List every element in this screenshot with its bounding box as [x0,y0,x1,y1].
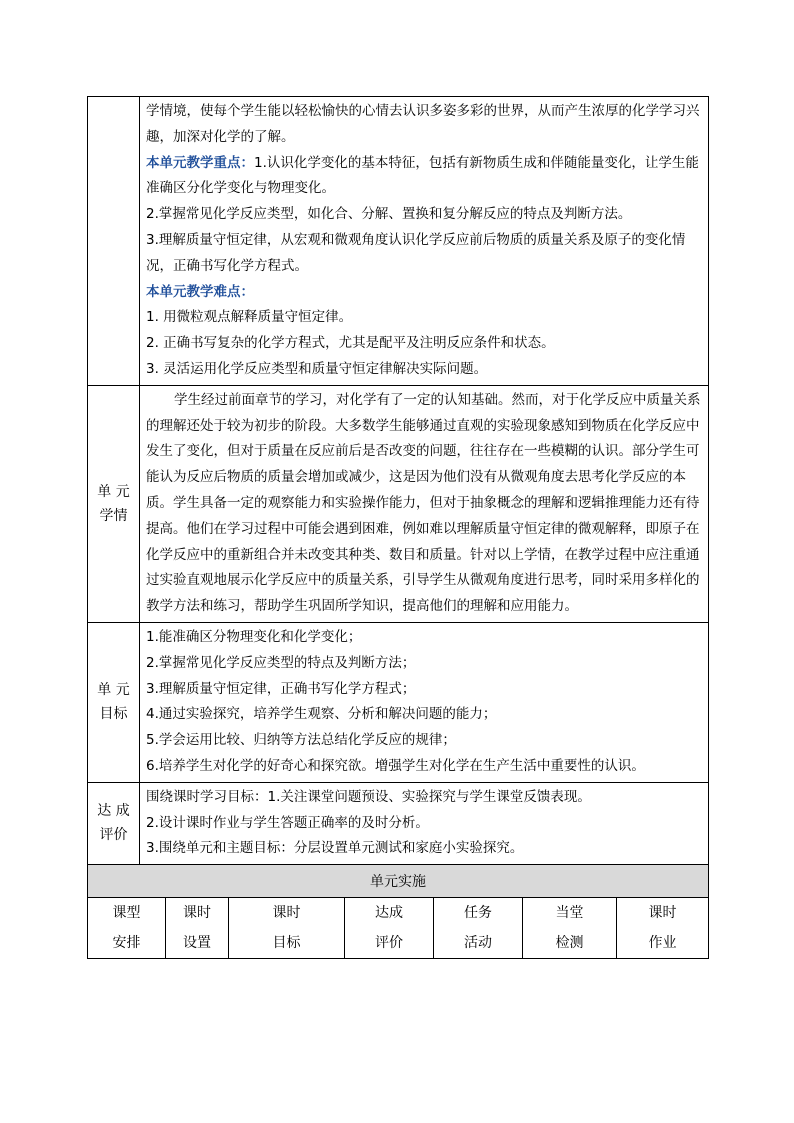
key-points-label: 本单元教学重点： [146,154,254,171]
column-assessment: 达成 评价 [345,898,434,959]
difficulties-label: 本单元教学难点： [146,283,254,300]
column-task-activity: 任务 活动 [434,898,523,959]
column-lesson-type: 课型 安排 [88,898,166,959]
assessment-row [88,782,709,864]
assessment-content [140,783,708,864]
column-lesson-setting: 课时 设置 [166,898,229,959]
student-analysis-row [88,385,709,622]
key-point-item: 3.理解质量守恒定律，从宏观和微观角度认识化学反应前后物质的质量关系及原子的变化情况，正确书写化学方程式。 [146,231,686,274]
key-points-first: 本单元教学重点：1.认识化学变化的基本特征，包括有新物质生成和伴随能量变化，让学生能准确区分化学变化与物理变化。 [146,154,699,197]
implementation-table [87,864,709,959]
goal-item: 2.掌握常见化学反应类型的特点及判断方法； [146,654,416,671]
difficulty-item: 2. 正确书写复杂的化学方程式，尤其是配平及注明反应条件和状态。 [146,335,555,352]
student-analysis-text: 学生经过前面章节的学习，对化学有了一定的认知基础。然而，对于化学反应中质量关系的理解还处于较为初步的阶段。大多数学生能够通过直观的实验现象感知到物质在化学反应中发生了变化，但对于质量在反应前后是否改变的问题，往往存在一些模糊的认识。部分学生可能认为反应后物质的质量会增加或减少，这是因为他们没有从微观角度去思考化学反应的本质。学生具备一定的观察能力和实验操作能力，但对于抽象概念的理解和逻辑推理能力还有待提高。他们在学习过程中可能会遇到困难，例如难以理解质量守恒定律的微观解释，即原子在化学反应中的重新组合并未改变其种类、数目和质量。针对以上学情，在教学过程中应注重通过实验直观地展示化学反应中的质量关系，引导学生从微观角度进行思考，同时采用多样化的教学方法和练习，帮助学生巩固所学知识，提高他们的理解和应用能力。 [146,391,701,615]
unit-goals-content [140,623,708,782]
student-analysis-label: 单 元 学情 [88,385,140,622]
unit-plan-table [87,96,709,865]
difficulty-item: 1. 用微粒观点解释质量守恒定律。 [146,309,353,326]
implementation-header-row [88,865,709,898]
assessment-label: 达 成 评价 [88,782,140,864]
student-analysis-content [140,386,708,622]
key-point-item: 2.掌握常见化学反应类型，如化合、分解、置换和复分解反应的特点及判断方法。 [146,206,632,223]
unit-goals-row [88,622,709,782]
key-points-label-cell [88,97,140,386]
key-points-content [140,97,708,385]
unit-goals-label: 单 元 目标 [88,622,140,782]
goal-item: 6.培养学生对化学的好奇心和探究欲。增强学生对化学在生产生活中重要性的认识。 [146,757,645,774]
implementation-columns-row [88,898,709,959]
column-in-class-test: 当堂 检测 [523,898,617,959]
goal-item: 5.学会运用比较、归纳等方法总结化学反应的规律； [146,732,456,749]
assessment-item: 2.设计课时作业与学生答题正确率的及时分析。 [146,814,429,831]
intro-paragraph: 学情境，使每个学生能以轻松愉快的心情去认识多姿多彩的世界，从而产生浓厚的化学学习兴趣，加深对化学的了解。 [146,103,700,145]
key-points-row [88,97,709,386]
column-lesson-goal: 课时 目标 [229,898,345,959]
assessment-item: 围绕课时学习目标：1.关注课堂问题预设、实验探究与学生课堂反馈表现。 [146,788,591,805]
implementation-header: 单元实施 [88,865,709,898]
goal-item: 1.能准确区分物理变化和化学变化； [146,628,362,645]
goal-item: 3.理解质量守恒定律，正确书写化学方程式； [146,680,416,697]
assessment-item: 3.围绕单元和主题目标：分层设置单元测试和家庭小实验探究。 [146,840,524,857]
column-homework: 课时 作业 [617,898,709,959]
difficulty-item: 3. 灵活运用化学反应类型和质量守恒定律解决实际问题。 [146,360,488,377]
goal-item: 4.通过实验探究，培养学生观察、分析和解决问题的能力； [146,706,497,723]
